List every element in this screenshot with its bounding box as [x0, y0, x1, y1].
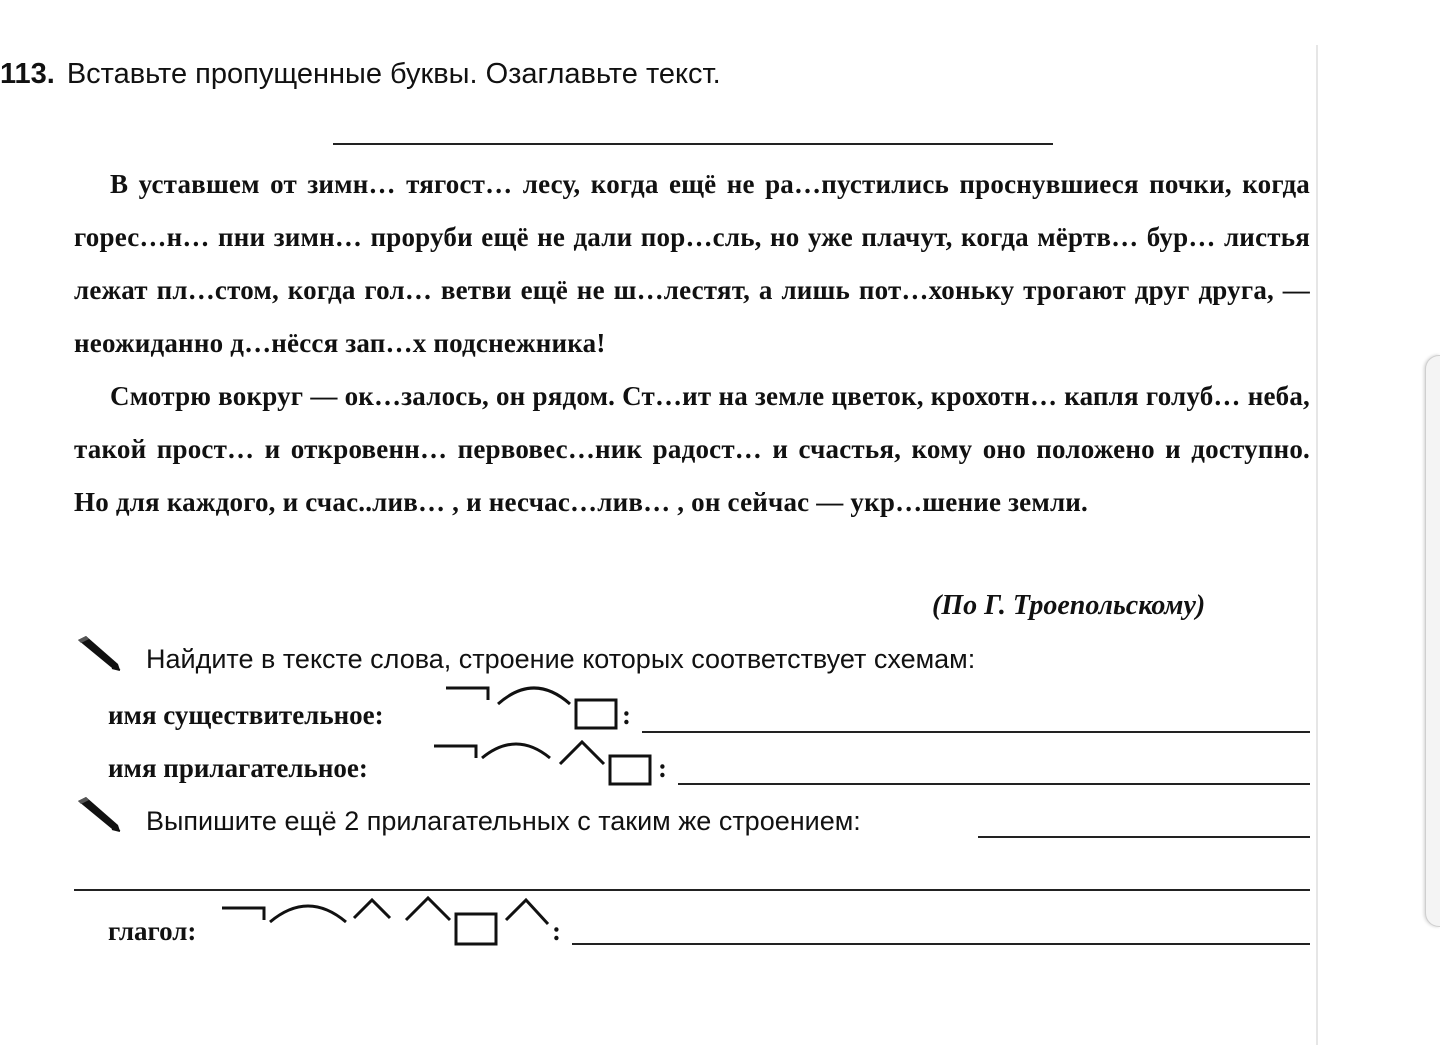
verb-label: глагол:	[108, 916, 197, 946]
title-answer-line	[333, 143, 1053, 145]
side-scroll-tab[interactable]	[1425, 355, 1440, 927]
exercise-number: 113.	[0, 58, 55, 90]
adjective-morpheme-scheme	[430, 734, 660, 790]
exercise-heading	[0, 58, 721, 91]
pencil-icon	[74, 795, 122, 833]
verb-answer-line[interactable]	[572, 943, 1310, 945]
noun-colon: :	[622, 700, 631, 730]
verb-colon: :	[552, 916, 561, 946]
task-find-words: Найдите в тексте слова, строение которых соответствует схемам:	[146, 644, 976, 674]
task-write-adjectives: Выпишите ещё 2 прилагательных с таким же строением:	[146, 806, 861, 836]
paragraph-1-text: В уставшем от зимн… тягост… лесу, когда ещё не ра…пустились проснувшиеся почки, когда горес…н… пни зимн… проруби ещё не дали пор…сль, но уже плачут, когда мёртв… бур… листья лежат пл…стом, когда гол… ветви ещё не ш…лестят, а лишь пот…хоньку трогают друг друга, — неожиданно д…нёсся зап…х подснежника!	[74, 169, 1310, 358]
adjective-answer-line[interactable]	[678, 783, 1310, 785]
author-attribution: (По Г. Троепольскому)	[932, 590, 1206, 621]
text-paragraph-2	[74, 370, 1310, 529]
adjective-colon: :	[658, 753, 667, 783]
paragraph-2-text: Смотрю вокруг — ок…залось, он рядом. Ст…ит на земле цветок, крохотн… капля голуб… неба, такой прост… и откровенн… первовес…ник радост… и счастья, кому оно положено и доступно. Но для каждого, и счас..лив… , и несчас…лив… , он сейчас — укр…шение земли.	[74, 381, 1310, 517]
text-paragraph-1	[74, 158, 1310, 370]
pencil-icon	[74, 634, 122, 672]
adjectives-answer-line-1[interactable]	[978, 836, 1310, 838]
page-edge	[1316, 45, 1318, 1045]
adjective-label: имя прилагательное:	[108, 753, 368, 783]
adjectives-answer-line-2[interactable]	[74, 889, 1310, 891]
noun-answer-line[interactable]	[642, 731, 1310, 733]
noun-morpheme-scheme	[442, 678, 632, 734]
verb-morpheme-scheme	[220, 892, 560, 952]
noun-label: имя существительное:	[108, 700, 384, 730]
exercise-instruction: Вставьте пропущенные буквы. Озаглавьте текст.	[66, 58, 721, 90]
